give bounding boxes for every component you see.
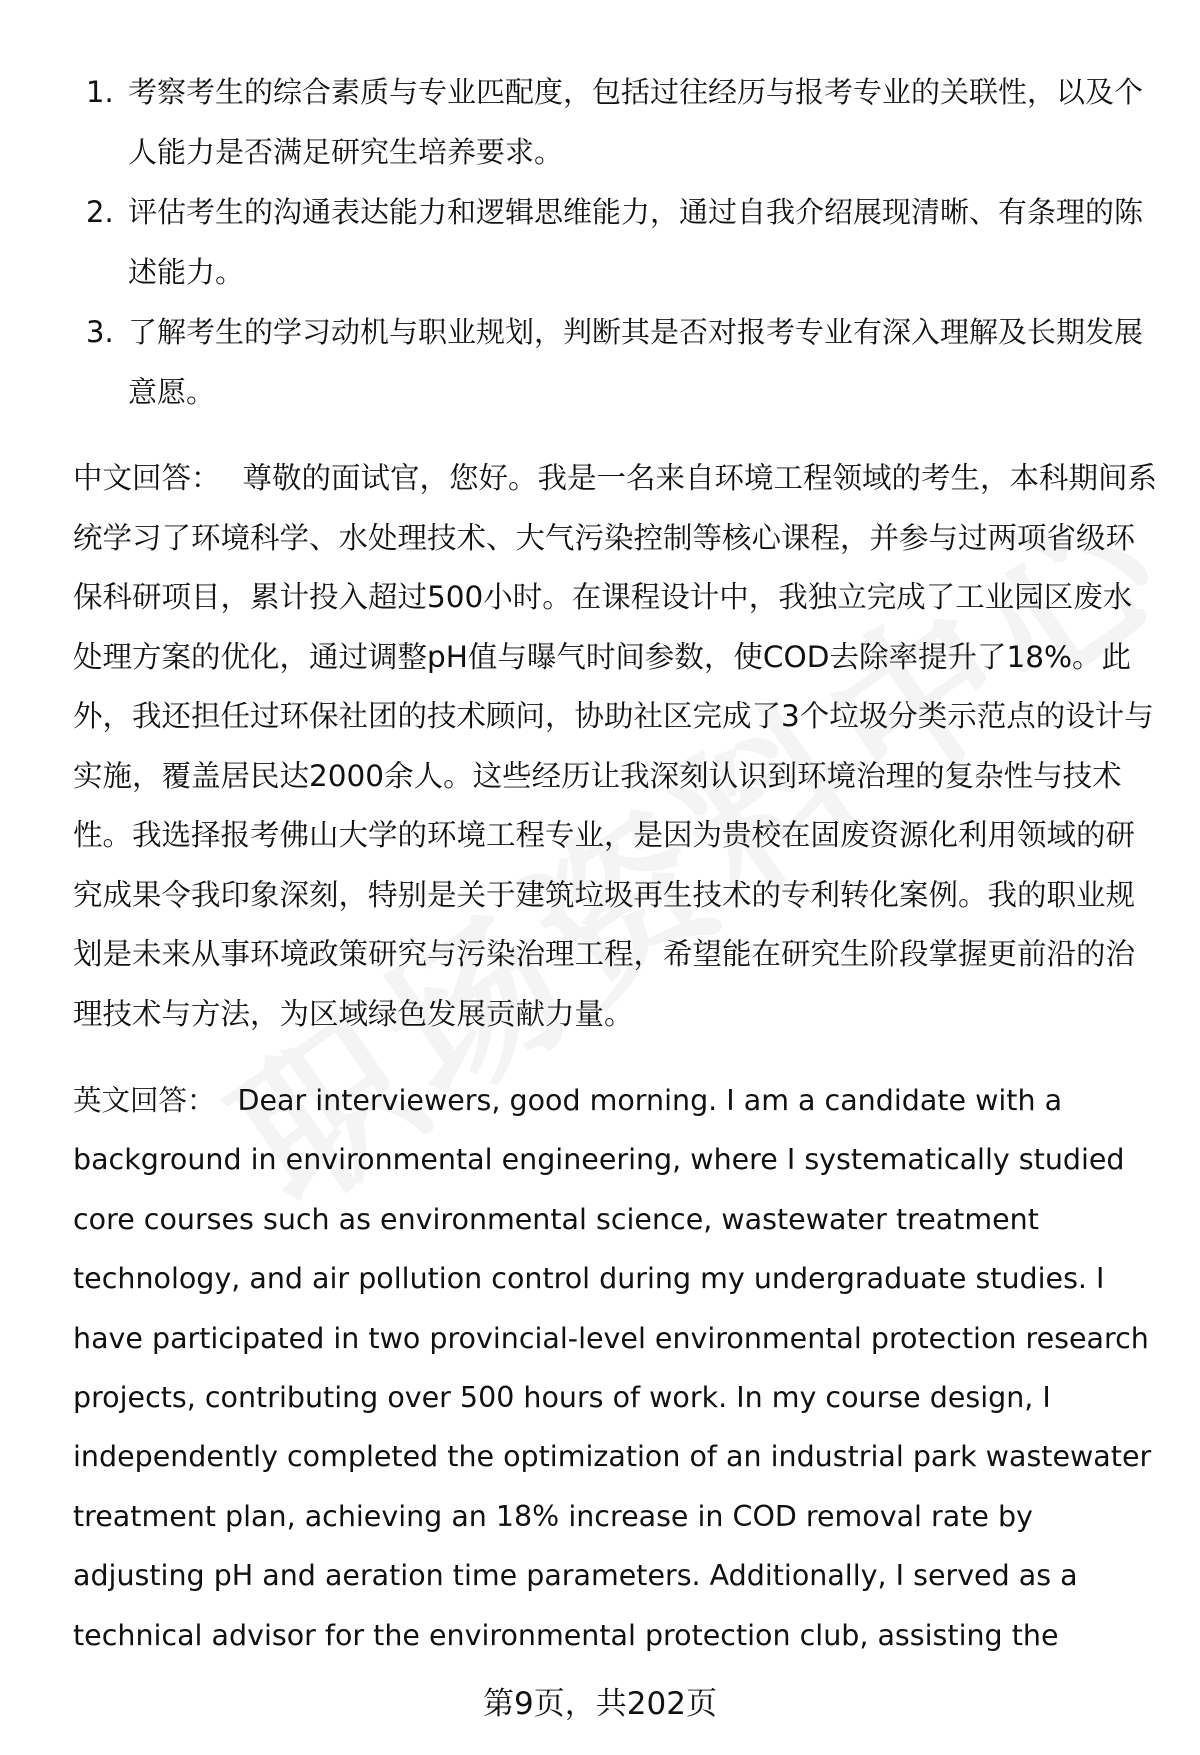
english-answer-text: Dear interviewers, good morning. I am a candidate with a background in environmental engineering, where I systematically studied core courses such as environmental science, wastewater treatment technology, and air pollution control during my undergraduate studies. I have participated in two provincial-level environmental protection research projects, contributing over 500 hours of work. In my course design, I independently completed the optimization of an industrial park wastewater treatment plan, achieving an 18% increase in COD removal rate by adjusting pH and aeration time parameters. Additionally, I served as a technical advisor for the environmental protection club, assisting the bbox=[73, 1084, 1152, 1652]
list-item bbox=[70, 302, 1150, 422]
list-item-text: 了解考生的学习动机与职业规划，判断其是否对报考专业有深入理解及长期发展意愿。 bbox=[128, 315, 1144, 409]
list-item bbox=[70, 62, 1150, 182]
list-item-text: 考察考生的综合素质与专业匹配度，包括过往经历与报考专业的关联性，以及个人能力是否满足研究生培养要求。 bbox=[128, 75, 1144, 169]
english-answer-label: 英文回答： bbox=[73, 1084, 216, 1117]
list-item-number: 3. bbox=[86, 315, 114, 349]
chinese-answer-paragraph bbox=[73, 449, 1158, 1044]
list-item-number: 2. bbox=[86, 195, 114, 229]
evaluation-criteria-list bbox=[70, 62, 1150, 422]
english-answer-paragraph bbox=[73, 1071, 1158, 1665]
chinese-answer-text: 尊敬的面试官，您好。我是一名来自环境工程领域的考生，本科期间系统学习了环境科学、水处理技术、大气污染控制等核心课程，并参与过两项省级环保科研项目，累计投入超过500小时。在课程设计中，我独立完成了工业园区废水处理方案的优化，通过调整pH值与曝气时间参数，使COD去除率提升了18%。此外，我还担任过环保社团的技术顾问，协助社区完成了3个垃圾分类示范点的设计与实施，覆盖居民达2000余人。这些经历让我深刻认识到环境治理的复杂性与技术性。我选择报考佛山大学的环境工程专业，是因为贵校在固废资源化利用领域的研究成果令我印象深刻，特别是关于建筑垃圾再生技术的专利转化案例。我的职业规划是未来从事环境政策研究与污染治理工程，希望能在研究生阶段掌握更前沿的治理技术与方法，为区域绿色发展贡献力量。 bbox=[73, 461, 1158, 1031]
list-item-number: 1. bbox=[86, 75, 114, 109]
list-item-text: 评估考生的沟通表达能力和逻辑思维能力，通过自我介绍展现清晰、有条理的陈述能力。 bbox=[128, 195, 1144, 289]
page-number-footer: 第9页，共202页 bbox=[483, 1686, 717, 1722]
chinese-answer-label: 中文回答： bbox=[73, 461, 221, 495]
list-item bbox=[70, 182, 1150, 302]
